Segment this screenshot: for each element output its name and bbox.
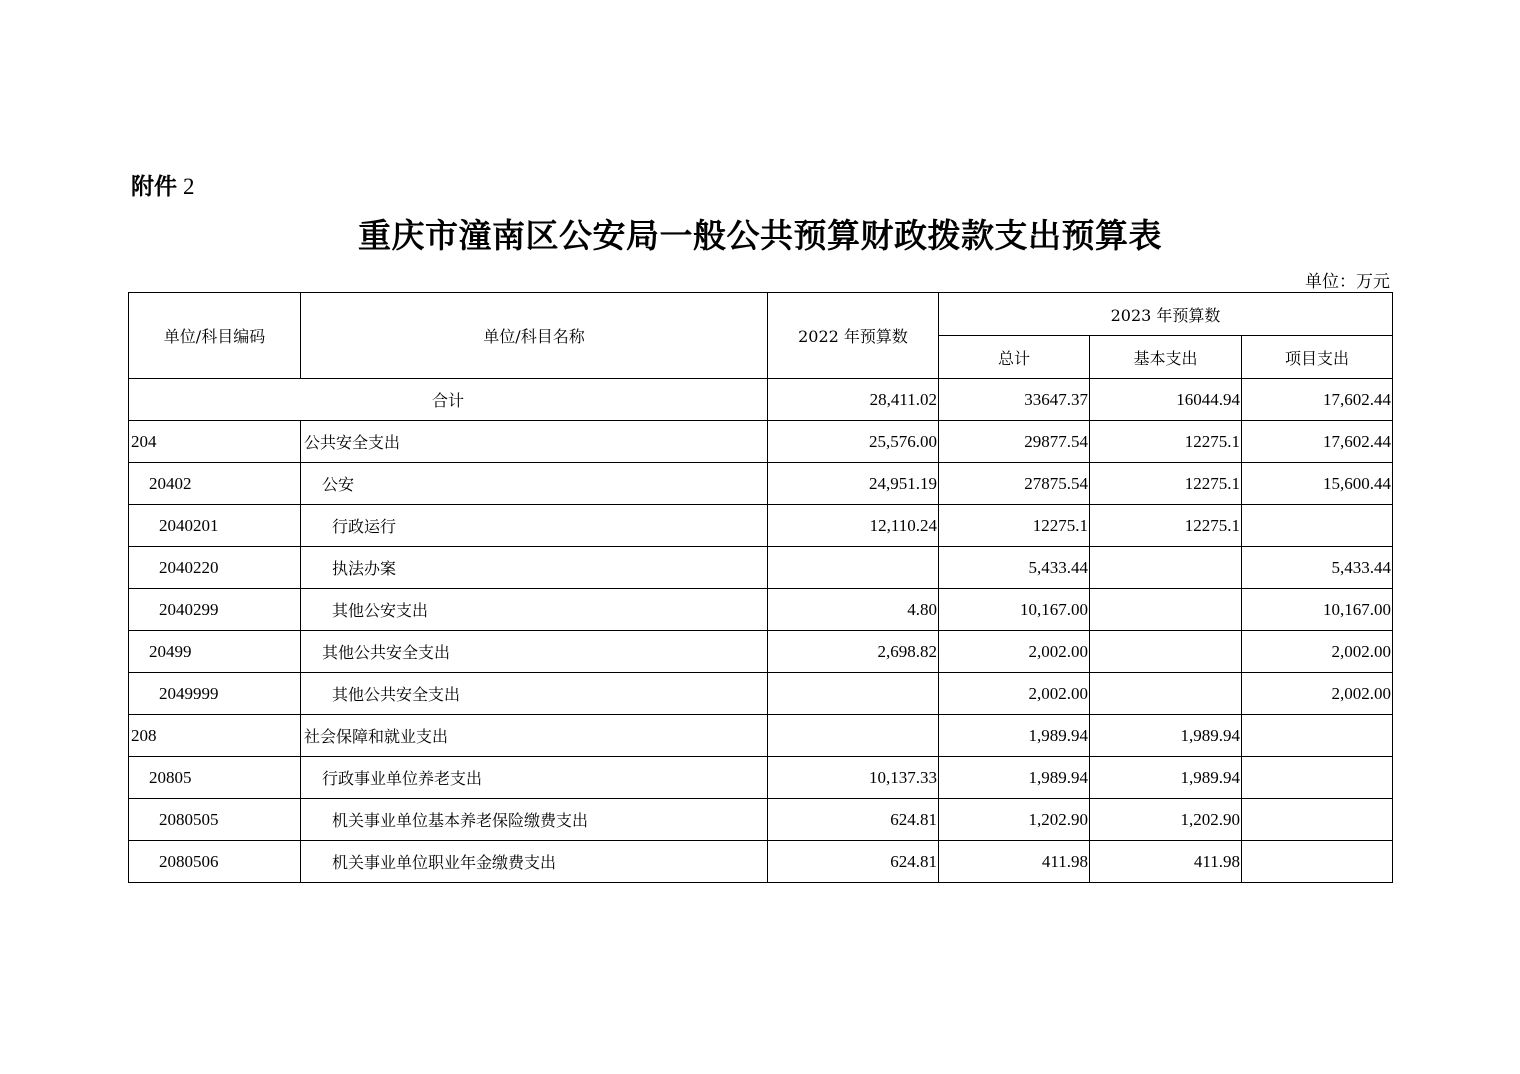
row-basic: 12275.1 bbox=[1090, 505, 1242, 547]
row-budget-2022 bbox=[768, 547, 939, 589]
row-name: 社会保障和就业支出 bbox=[301, 715, 768, 757]
row-code: 20402 bbox=[129, 463, 301, 505]
row-code: 2040299 bbox=[129, 589, 301, 631]
row-total: 29877.54 bbox=[939, 421, 1090, 463]
row-budget-2022: 12,110.24 bbox=[768, 505, 939, 547]
table-row bbox=[129, 799, 1393, 841]
row-code: 2080505 bbox=[129, 799, 301, 841]
row-code: 2040220 bbox=[129, 547, 301, 589]
row-project: 5,433.44 bbox=[1242, 547, 1393, 589]
total-project: 17,602.44 bbox=[1242, 379, 1393, 421]
budget-table bbox=[128, 292, 1393, 883]
row-basic bbox=[1090, 673, 1242, 715]
row-name: 行政运行 bbox=[301, 505, 768, 547]
total-total: 33647.37 bbox=[939, 379, 1090, 421]
row-basic: 1,989.94 bbox=[1090, 757, 1242, 799]
row-basic: 12275.1 bbox=[1090, 421, 1242, 463]
row-basic bbox=[1090, 631, 1242, 673]
row-total: 2,002.00 bbox=[939, 673, 1090, 715]
row-total: 5,433.44 bbox=[939, 547, 1090, 589]
row-code: 208 bbox=[129, 715, 301, 757]
table-row bbox=[129, 463, 1393, 505]
row-total: 1,202.90 bbox=[939, 799, 1090, 841]
header-name: 单位/科目名称 bbox=[301, 293, 768, 379]
header-budget-2023: 2023 年预算数 bbox=[939, 293, 1393, 336]
table-row bbox=[129, 547, 1393, 589]
row-project bbox=[1242, 841, 1393, 883]
row-basic: 12275.1 bbox=[1090, 463, 1242, 505]
row-project: 2,002.00 bbox=[1242, 673, 1393, 715]
header-total: 总计 bbox=[939, 336, 1090, 379]
row-project bbox=[1242, 505, 1393, 547]
row-project: 10,167.00 bbox=[1242, 589, 1393, 631]
total-row bbox=[129, 379, 1393, 421]
row-project bbox=[1242, 799, 1393, 841]
header-row bbox=[129, 293, 1393, 336]
total-budget-2022: 28,411.02 bbox=[768, 379, 939, 421]
table-row bbox=[129, 715, 1393, 757]
row-total: 10,167.00 bbox=[939, 589, 1090, 631]
row-budget-2022: 24,951.19 bbox=[768, 463, 939, 505]
row-basic bbox=[1090, 547, 1242, 589]
table-row bbox=[129, 505, 1393, 547]
row-name: 公共安全支出 bbox=[301, 421, 768, 463]
table-row bbox=[129, 757, 1393, 799]
row-name: 其他公共安全支出 bbox=[301, 631, 768, 673]
row-budget-2022: 2,698.82 bbox=[768, 631, 939, 673]
row-name: 公安 bbox=[301, 463, 768, 505]
row-code: 2080506 bbox=[129, 841, 301, 883]
row-project bbox=[1242, 715, 1393, 757]
row-total: 1,989.94 bbox=[939, 715, 1090, 757]
row-code: 204 bbox=[129, 421, 301, 463]
row-total: 411.98 bbox=[939, 841, 1090, 883]
header-project: 项目支出 bbox=[1242, 336, 1393, 379]
row-project bbox=[1242, 757, 1393, 799]
row-total: 27875.54 bbox=[939, 463, 1090, 505]
header-basic: 基本支出 bbox=[1090, 336, 1242, 379]
row-total: 2,002.00 bbox=[939, 631, 1090, 673]
row-budget-2022: 624.81 bbox=[768, 799, 939, 841]
row-basic: 1,202.90 bbox=[1090, 799, 1242, 841]
row-budget-2022 bbox=[768, 673, 939, 715]
row-basic bbox=[1090, 589, 1242, 631]
row-budget-2022 bbox=[768, 715, 939, 757]
row-basic: 411.98 bbox=[1090, 841, 1242, 883]
row-budget-2022: 10,137.33 bbox=[768, 757, 939, 799]
row-budget-2022: 624.81 bbox=[768, 841, 939, 883]
total-label: 合计 bbox=[129, 379, 768, 421]
row-project: 15,600.44 bbox=[1242, 463, 1393, 505]
row-budget-2022: 4.80 bbox=[768, 589, 939, 631]
row-code: 20499 bbox=[129, 631, 301, 673]
row-name: 机关事业单位基本养老保险缴费支出 bbox=[301, 799, 768, 841]
row-code: 2040201 bbox=[129, 505, 301, 547]
table-row bbox=[129, 421, 1393, 463]
header-budget-2022: 2022 年预算数 bbox=[768, 293, 939, 379]
unit-label: 单位：万元 bbox=[1305, 272, 1390, 292]
row-name: 执法办案 bbox=[301, 547, 768, 589]
table-row bbox=[129, 589, 1393, 631]
attachment-number: 2 bbox=[183, 174, 195, 199]
row-name: 其他公共安全支出 bbox=[301, 673, 768, 715]
row-project: 17,602.44 bbox=[1242, 421, 1393, 463]
row-code: 20805 bbox=[129, 757, 301, 799]
row-project: 2,002.00 bbox=[1242, 631, 1393, 673]
row-budget-2022: 25,576.00 bbox=[768, 421, 939, 463]
row-total: 12275.1 bbox=[939, 505, 1090, 547]
row-name: 行政事业单位养老支出 bbox=[301, 757, 768, 799]
row-name: 机关事业单位职业年金缴费支出 bbox=[301, 841, 768, 883]
table-row bbox=[129, 631, 1393, 673]
attachment-label: 附件 2 bbox=[131, 174, 195, 200]
table-row bbox=[129, 841, 1393, 883]
table-row bbox=[129, 673, 1393, 715]
document-title: 重庆市潼南区公安局一般公共预算财政拨款支出预算表 bbox=[358, 216, 1162, 255]
row-basic: 1,989.94 bbox=[1090, 715, 1242, 757]
header-code: 单位/科目编码 bbox=[129, 293, 301, 379]
row-name: 其他公安支出 bbox=[301, 589, 768, 631]
row-code: 2049999 bbox=[129, 673, 301, 715]
row-total: 1,989.94 bbox=[939, 757, 1090, 799]
total-basic: 16044.94 bbox=[1090, 379, 1242, 421]
